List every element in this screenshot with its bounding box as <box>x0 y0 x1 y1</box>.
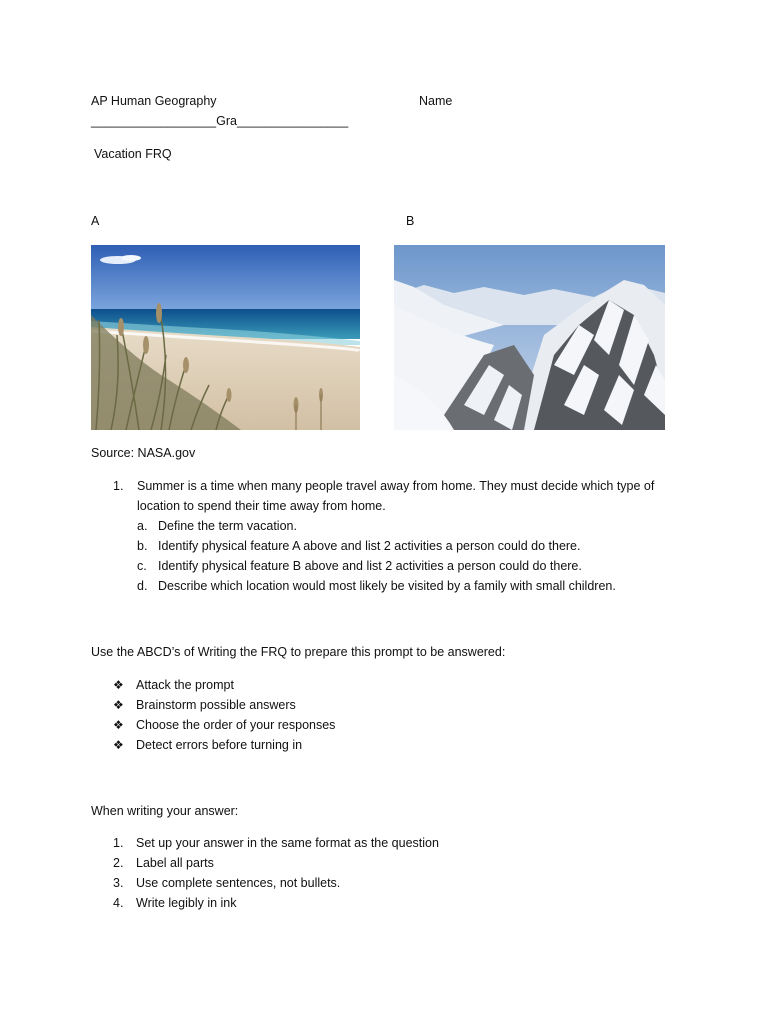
diamond-bullet-icon: ❖ <box>113 738 124 752</box>
snowy-mountain-photo <box>394 245 665 430</box>
part-b-letter: b. <box>137 539 148 553</box>
tip-text: Write legibly in ink <box>136 896 237 910</box>
image-source: Source: NASA.gov <box>91 446 196 460</box>
abcd-item-attack: Attack the prompt <box>136 678 234 692</box>
name-label: Name <box>419 94 453 108</box>
tip-text: Use complete sentences, not bullets. <box>136 876 341 890</box>
tip-number: 1. <box>113 836 124 850</box>
beach-illustration <box>91 245 360 430</box>
tip-text: Label all parts <box>136 856 214 870</box>
diamond-bullet-icon: ❖ <box>113 698 124 712</box>
diamond-bullet-icon: ❖ <box>113 678 124 692</box>
abcd-intro: Use the ABCD’s of Writing the FRQ to prepare this prompt to be answered: <box>91 645 506 659</box>
answer-tips-intro: When writing your answer: <box>91 804 239 818</box>
worksheet-title: Vacation FRQ <box>94 147 172 161</box>
part-d-text: Describe which location would most likely be visited by a family with small children. <box>158 579 616 593</box>
tip-text: Set up your answer in the same format as the question <box>136 836 439 850</box>
part-a-letter: a. <box>137 519 148 533</box>
tip-number: 4. <box>113 896 124 910</box>
abcd-item-choose: Choose the order of your responses <box>136 718 336 732</box>
part-c-text: Identify physical feature B above and list 2 activities a person could do there. <box>158 559 582 573</box>
part-a-text: Define the term vacation. <box>158 519 297 533</box>
course-title: AP Human Geography <box>91 94 217 108</box>
figure-label-a: A <box>91 214 100 228</box>
part-b-text: Identify physical feature A above and list 2 activities a person could do there. <box>158 539 581 553</box>
part-d-letter: d. <box>137 579 148 593</box>
name-grade-line: __________________Gra________________ <box>91 114 349 128</box>
figure-label-b: B <box>406 214 415 228</box>
question-text-line2: location to spend their time away from home. <box>137 499 386 513</box>
abcd-item-detect: Detect errors before turning in <box>136 738 303 752</box>
diamond-bullet-icon: ❖ <box>113 718 124 732</box>
abcd-item-brainstorm: Brainstorm possible answers <box>136 698 296 712</box>
tip-number: 2. <box>113 856 124 870</box>
mountain-illustration <box>394 245 665 430</box>
part-c-letter: c. <box>137 559 147 573</box>
question-number: 1. <box>113 479 124 493</box>
beach-photo <box>91 245 360 430</box>
tip-number: 3. <box>113 876 124 890</box>
question-text-line1: Summer is a time when many people travel away from home. They must decide which type of <box>137 479 655 493</box>
